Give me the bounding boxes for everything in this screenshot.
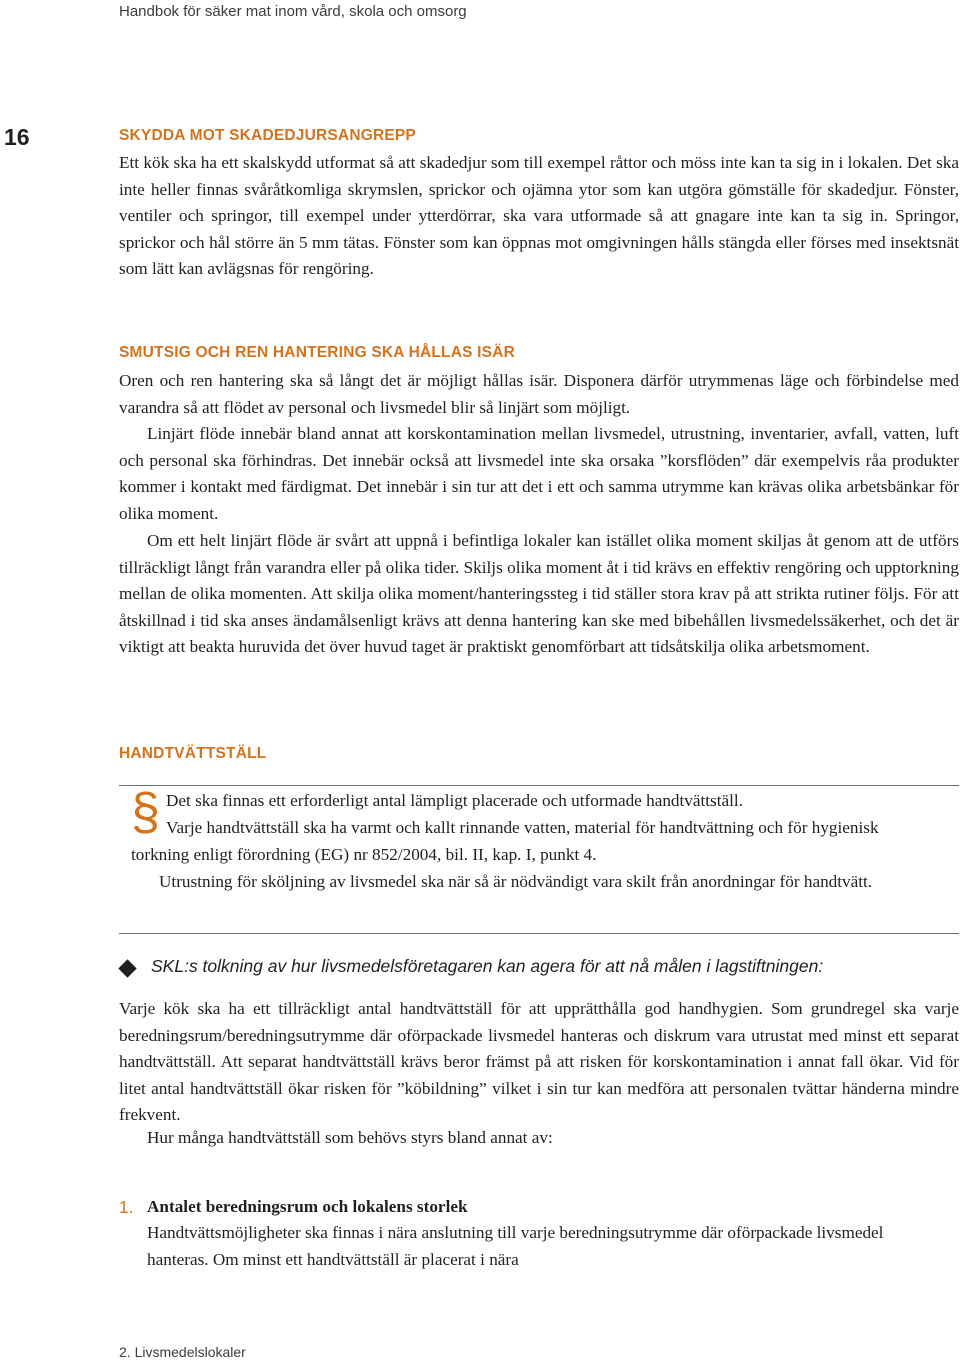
law-line-2: Varje handtvättställ ska ha varmt och kallt rinnande vatten, material för handtvättning och för hygienisk torkning enligt förordning (EG) nr 852/2004, bil. II, kap. I, punkt 4. — [131, 818, 879, 864]
list-item-text: Handtvättsmöjligheter ska finnas i nära anslutning till varje beredningsutrymme där oförpackade livsmedel hanteras. Om minst ett handtvättställ är placerat i nära — [147, 1223, 884, 1269]
page-number: 16 — [4, 124, 30, 150]
list-item-title: Antalet beredningsrum och lokalens storlek — [147, 1197, 468, 1216]
law-line-3: Utrustning för sköljning av livsmedel ska när så är nödvändigt vara skilt från anordningar för handtvätt. — [159, 872, 873, 891]
pests-paragraph: Ett kök ska ha ett skalskydd utformat så att skadedjur som till exempel råttor och möss inte kan ta sig in i lokalen. Det ska inte heller finnas svåråtkomliga skrymslen, sprickor och ojämna ytor som kan utgöra gömställe för skadedjur. Fönster, ventiler och springor, till exempel under ytterdörrar, ska vara utformade så att gnagare inte kan ta sig in. Springor, sprickor och hål större än 5 mm tätas. Fönster som kan öppnas mot omgivningen hålls stängda eller förses med insektsnät som lätt kan avlägsnas för rengöring. — [119, 153, 959, 278]
separation-paragraph-3: Om ett helt linjärt flöde är svårt att uppnå i befintliga lokaler kan istället olika moment skiljas åt genom att de utförs tillräckligt långt från varandra eller på olika tider. Skiljs olika moment åt i tid krävs en effektiv rengöring och upptorkning mellan de olika momenten. Att skilja olika moment/hanteringssteg i tid ställer stora krav på att strikta rutiner följs. För att åtskillnad i tid ska anses ändamålsenligt krävs att denna hantering kan ske med bibehållen livsmedelssäkerhet, och det är viktigt att beakta huruvida det över huvud taget är praktiskt genomförbart att tidsåtskilja olika arbetsmoment. — [119, 531, 959, 656]
section-heading-separation: SMUTSIG OCH REN HANTERING SKA HÅLLAS ISÄR — [119, 344, 515, 361]
paragraph-law-icon: § — [131, 783, 160, 841]
section-heading-handwash: HANDTVÄTTSTÄLL — [119, 745, 267, 762]
separation-paragraph-2: Linjärt flöde innebär bland annat att korskontamination mellan livsmedel, utrustning, inventarier, avfall, vatten, luft och personal ska förhindras. Det innebär också att livsmedel inte ska orsaka ”korsflöden” där exempelvis råa produkter kommer i kontakt med färdigmat. Det innebär i sin tur att det i ett och samma utrymme kan krävas olika arbetsbänkar för olika moment. — [119, 424, 959, 523]
skl-interpretation-heading: SKL:s tolkning av hur livsmedelsföretagaren kan agera för att nå målen i lagstiftningen: — [151, 956, 824, 976]
law-box-bottom-rule — [119, 933, 959, 934]
law-line-1: Det ska finnas ett erforderligt antal lämpligt placerade och utformade handtvättställ. — [166, 791, 743, 810]
list-item-number: 1. — [119, 1197, 134, 1217]
separation-paragraph-1: Oren och ren hantering ska så långt det är möjligt hållas isär. Disponera därför utrymmenas läge och förbindelse med varandra så att flödet av personal och livsmedel blir så linjärt som möjligt. — [119, 371, 959, 417]
diamond-bullet-icon — [118, 959, 136, 977]
section-heading-pests: SKYDDA MOT SKADEDJURSANGREPP — [119, 127, 416, 144]
running-header: Handbok för säker mat inom vård, skola och omsorg — [119, 3, 467, 20]
skl-paragraph-2: Hur många handtvättställ som behövs styrs bland annat av: — [147, 1128, 553, 1147]
skl-paragraph-1: Varje kök ska ha ett tillräckligt antal handtvättställ för att upprätthålla god handhygien. Som grundregel ska varje beredningsrum/beredningsutrymme där oförpackade livsmedel hanteras och diskrum vara utrustat med minst ett separat handtvättställ. Att separat handtvättställ krävs beror främst på att risken för korskontamination i annat fall ökar. Vid för litet antal handtvättställ ökar risken för ”köbildning” vilket i sin tur kan medföra att personalen tvättar händerna mindre frekvent. — [119, 999, 959, 1124]
footer-chapter: 2. Livsmedelslokaler — [119, 1344, 246, 1360]
law-box-top-rule — [119, 785, 959, 786]
